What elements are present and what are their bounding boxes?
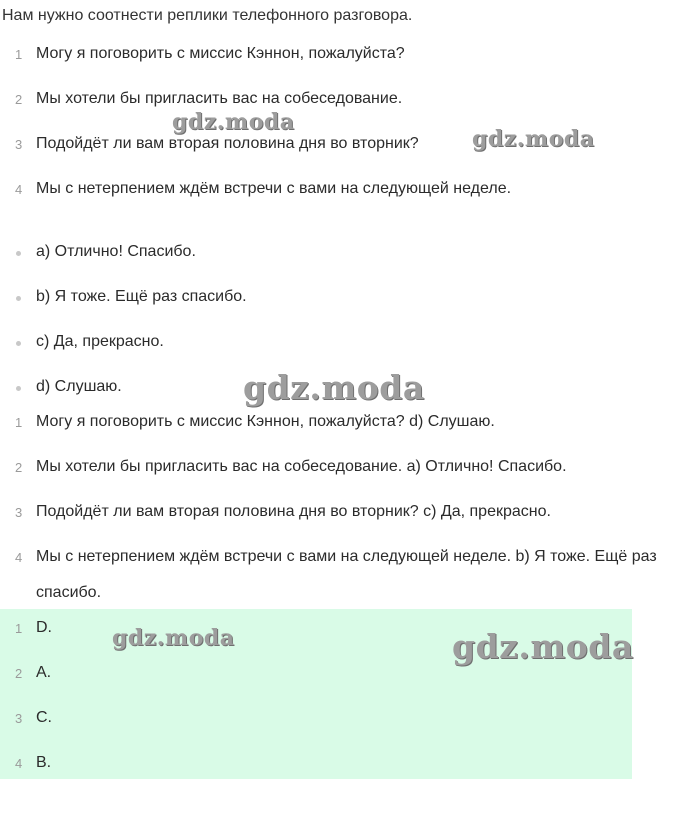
list-number: 2 [15, 460, 23, 475]
list-number: 4 [15, 756, 23, 771]
list-number: 3 [15, 505, 23, 520]
list-number: 1 [15, 47, 23, 62]
question-text: Подойдёт ли вам вторая половина дня во вторник? [36, 135, 419, 152]
list-number: 2 [15, 666, 23, 681]
watermark-logo: gdz.moda [452, 627, 634, 666]
match-text: Могу я поговорить с миссис Кэннон, пожалуйста? d) Слушаю. [36, 413, 495, 430]
list-number: 3 [15, 711, 23, 726]
option-text: b) Я тоже. Ещё раз спасибо. [36, 288, 247, 305]
list-number: 4 [15, 182, 23, 197]
watermark-logo: gdz.moda [172, 109, 295, 135]
answer-text: A. [36, 664, 52, 681]
list-number: 1 [15, 621, 23, 636]
list-number: 1 [15, 415, 23, 430]
question-text: Могу я поговорить с миссис Кэннон, пожалуйста? [36, 45, 405, 62]
answer-text: B. [36, 754, 52, 771]
watermark-logo: gdz.moda [243, 368, 425, 407]
bullet-dot [16, 341, 21, 346]
list-number: 3 [15, 137, 23, 152]
watermark-logo: gdz.moda [472, 126, 595, 152]
list-number: 4 [15, 550, 23, 565]
match-text: Мы с нетерпением ждём встречи с вами на следующей неделе. b) Я тоже. Ещё раз спасибо. [36, 548, 657, 601]
answer-text: D. [36, 619, 52, 636]
question-text: Мы с нетерпением ждём встречи с вами на следующей неделе. [36, 180, 512, 197]
option-text: a) Отлично! Спасибо. [36, 243, 196, 260]
match-text: Подойдёт ли вам вторая половина дня во вторник? c) Да, прекрасно. [36, 503, 551, 520]
option-text: c) Да, прекрасно. [36, 333, 164, 350]
watermark-logo: gdz.moda [112, 625, 235, 651]
answer-text: C. [36, 709, 52, 726]
match-text: Мы хотели бы пригласить вас на собеседование. a) Отлично! Спасибо. [36, 458, 567, 475]
bullet-dot [16, 386, 21, 391]
bullet-dot [16, 296, 21, 301]
intro-text: Нам нужно соотнести реплики телефонного разговора. [2, 7, 413, 24]
bullet-dot [16, 251, 21, 256]
option-text: d) Слушаю. [36, 378, 122, 395]
question-text: Мы хотели бы пригласить вас на собеседование. [36, 90, 403, 107]
list-number: 2 [15, 92, 23, 107]
